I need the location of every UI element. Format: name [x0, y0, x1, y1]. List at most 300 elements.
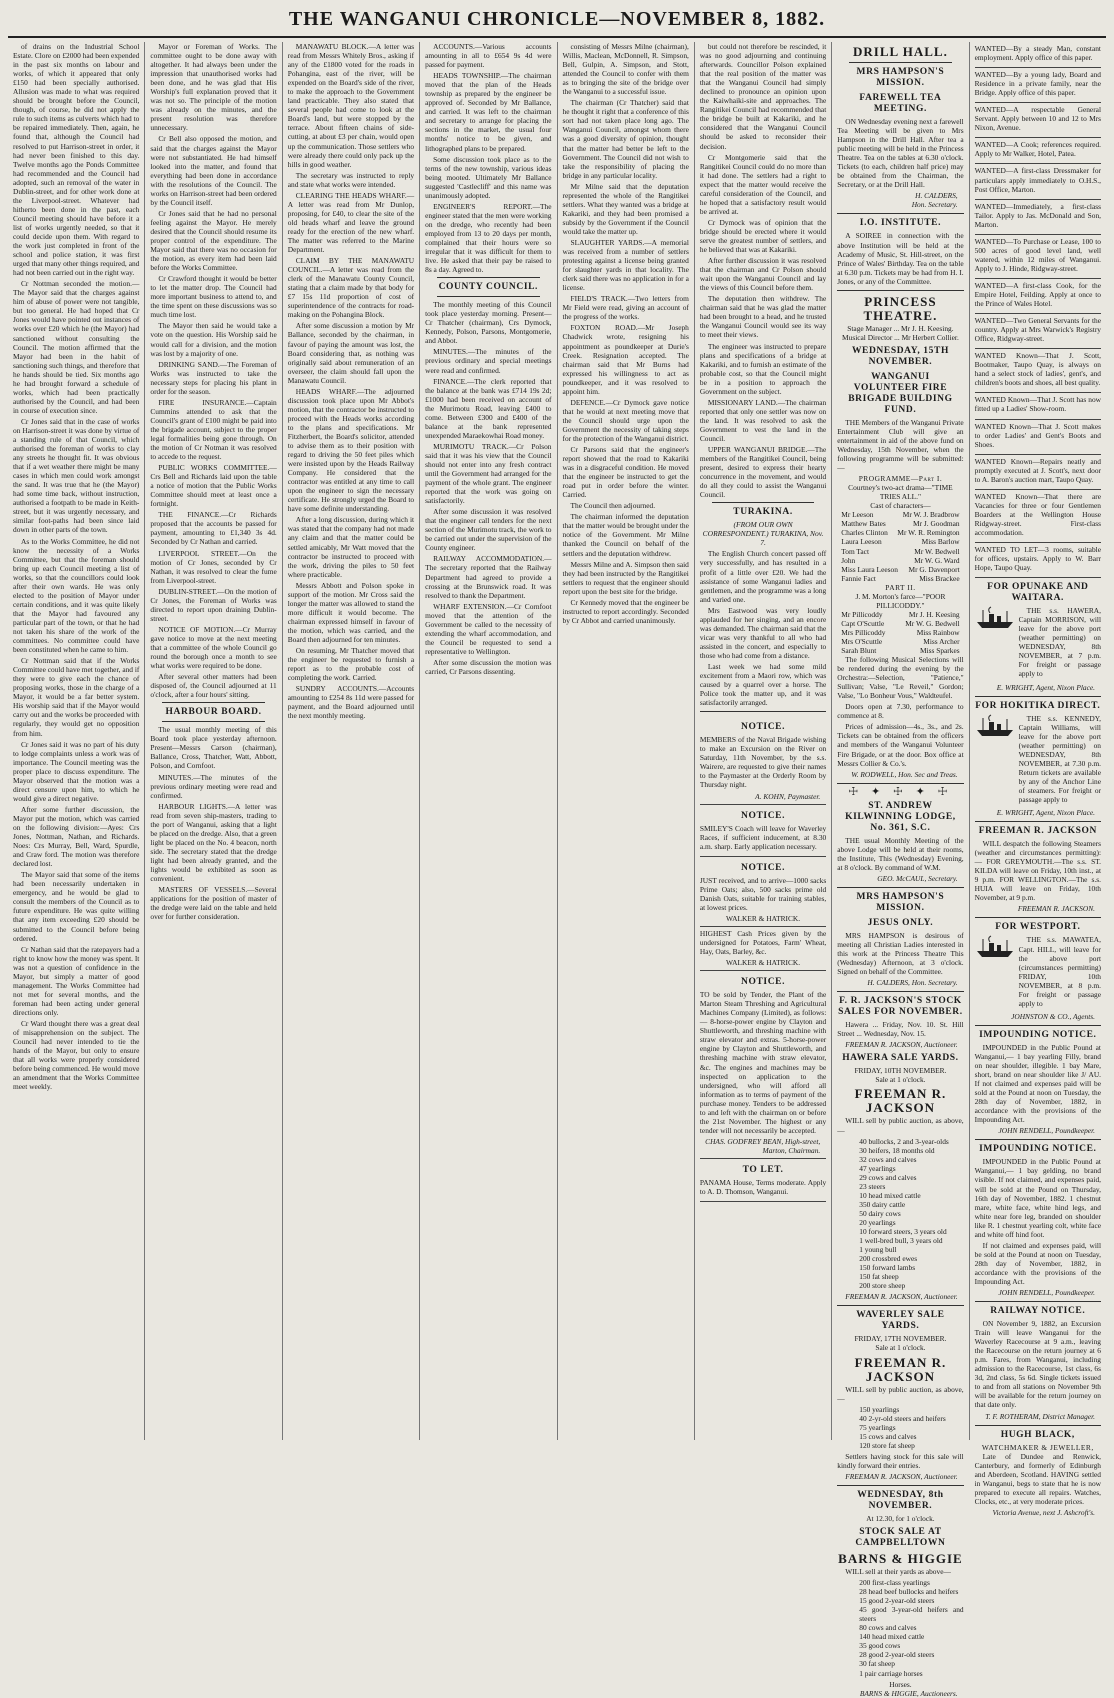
ad-heading-lodge: ST. ANDREW KILWINNING LODGE, No. 361, S.C. [845, 800, 956, 833]
stock-item: 50 dairy cows [859, 1208, 901, 1218]
divider [975, 917, 1101, 918]
character-name: John [841, 555, 856, 565]
shipping-ad [975, 606, 1101, 680]
stock-item: 140 head mixed cattle [859, 1632, 925, 1642]
stock-item: 23 steers [859, 1181, 886, 1191]
article-paragraph: Cr Crawford thought it would be better to let the matter drop. The Council had more important business to attend to, and the time spent on these discussions was so much time lost. [150, 274, 277, 320]
stock-item: 75 yearlings [859, 1422, 896, 1432]
ad-body: IMPOUNDED in the Public Pound at Wanganui,— 1 bay gelding, no brand visible. If not claimed, and expenses paid, will be sold at the Pound on Thursday, 16th day of November, 1882. 1 chestnut mare, white face, white hind legs, and white near fore leg, branded on shoulder like R. 1 chestnut yearling colt, white face and white off hind foot. [974, 1157, 1101, 1239]
character-name: Tom Tact [841, 546, 870, 556]
stock-item: 35 good cows [859, 1641, 901, 1651]
auctioneer-name: FREEMAN R. JACKSON [854, 1086, 947, 1116]
notice-signature: WALKER & HATRICK. [726, 913, 801, 923]
stock-item: 1 well-bred bull, 3 years old [859, 1236, 943, 1246]
classified-ad [975, 455, 1101, 490]
classified-ad [975, 279, 1101, 314]
article-paragraph: The chairman (Cr Thatcher) said that he thought it right that a conference of this sort had not taken place long ago. The Wanganui Council, amongst whom there was a good diversity of opinion, thought that the matter had better be left to the Government. The Council did not wish to take the responsibility of placing the bridge in any particular locality. [562, 98, 689, 180]
performer-name: Miss Sparkes [920, 646, 960, 656]
ad-body: THE s.s. HAWERA, Captain MORRISON, will leave for the above port (weather permitting) on WEDNESDAY, 8th NOVEMBER, at 7 p.m. For freight or passage apply to [1018, 606, 1101, 679]
divider [162, 721, 264, 722]
cast-row [841, 646, 959, 655]
notice-body: HIGHEST Cash Prices given by the undersigned for Potatoes, Farm' Wheat, Hay, Oats, Barley, &c. [699, 928, 827, 957]
ad-body: WILL sell at their yards as above— [845, 1567, 951, 1577]
ad-body: WANTED—By a steady Man, constant employment. Apply office of this paper. [974, 44, 1101, 63]
classified-ad [975, 235, 1101, 279]
classified-ad [975, 103, 1101, 138]
ad-body: WILL sell by public auction, as above,— [837, 1116, 964, 1135]
performer-name: Mr W. G. Ward [914, 555, 960, 565]
article-paragraph: THE FINANCE.—Cr Richards proposed that the accounts be passed for payment, amounting to £1,340 3s 4d. Seconded by Cr Nathan and carried. [150, 510, 277, 547]
article-paragraph: HEADS TOWNSHIP.—The chairman moved that the plan of the Heads township as prepared by the engineer be approved of. Seconded by Mr Ballance, and carried. It was left to the chairman and secretary to arrange for placing the sections in the market, the usual four months' notice to be given, and lithographed plans to be prepared. [425, 71, 552, 153]
stock-item: 20 yearlings [859, 1217, 896, 1227]
notice-body: PANAMA House, Terms moderate. Apply to A. D. Thomson, Wanganui. [699, 1177, 827, 1197]
stock-item: 29 cows and calves [859, 1172, 917, 1182]
ad-body: Horses. [889, 1679, 912, 1689]
notice-heading: TO LET. [742, 1164, 784, 1175]
ad-body: Late of Dundee and Renwick, Canterbury, and formerly of Edinburgh and Aberdeen, Scotland. HAVING settled in Wanganui, begs to state that he is now prepared to execute all repairs. Watches, Clocks, etc., at very moderate prices. [974, 1451, 1101, 1506]
article-paragraph: Cr Parsons said that the engineer's report showed that the road to Kakariki was in a disgraceful condition. He moved that the engineer be instructed to get the road put in order before the winter. Carried. [562, 445, 689, 500]
ad-body: WANTED—To Purchase or Lease, 100 to 500 acres of good level land, well watered, within 12 miles of Wanganui. Apply to J. Hinde, Ridgway-street. [974, 236, 1101, 273]
shipping-heading-jackson: FREEMAN R. JACKSON [978, 826, 1097, 837]
divider [700, 711, 826, 712]
auctioneer-name: FREEMAN R. JACKSON [854, 1354, 947, 1384]
cast-row [841, 547, 959, 556]
article-paragraph: CLEARING THE HEADS WHARF.—A letter was read from Mr Dunlop, proposing, for £40, to clear the site of the old heads wharf and leave the ground ready for the erection of the new wharf. The matter was referred to the Marine Department. [287, 190, 415, 255]
ad-body: ON Wednesday evening next a farewell Tea Meeting will be given to Mrs Hampson in the Drill Hall. After tea a public meeting will be held in the Princess Theatre. Tea on the tables at 6.30 o'clock. Tickets (to each, children half price) may be obtained from the Chairman, the Secretary, or at the Drill Hall. [837, 117, 964, 190]
columns [8, 42, 1106, 1698]
article-paragraph: After a long discussion, during which it was stated that the company had not made any claim and that the matter could be settled amicably, Mr Watt moved that the contractor be instructed to proceed with the work, driving the piles to 50 feet where practicable. [287, 515, 415, 579]
article-paragraph: The deputation then withdrew. The chairman said that he was glad the matter had been brought to a head, and he trusted the Wanganui Council would see its way to meet their views. [699, 294, 827, 340]
notice-heading-railway: RAILWAY NOTICE. [990, 1306, 1086, 1317]
article-paragraph: of drains on the Industrial School Estate. Clore on £2000 had been expended in the past six months on labour and works, of which it appeared that only £150 had been specially authorised. Allusion was made to what was required should be brought before the Council, though, of course, he did not apply the rule to such items as culverts which had to be repaired immediately. Then, again, he found that, although the Council had resolved to put Harrison-street in order, it had never been finished to this day. Twelve months ago the Ponds Committee had recommended and the Council had adopted, such an removal of the water in Dublin-street, and for other work done at the Liverpool-street. Whatever had hitherto been done in the past, each Council meeting should have before it a list of works urgently needed, so that it could decide upon them. With regard to the work just completed in front of the school and police station, it was first urged that many other things required, and had not been carried out in the right way. [13, 42, 140, 278]
ad-signature: FREEMAN R. JACKSON, Auctioneer. [845, 1292, 958, 1302]
section-heading-county-council: COUNTY COUNCIL. [438, 282, 539, 293]
masonic-emblem-icon: ☩ ✦ ☩ ✦ ☩ [848, 785, 953, 798]
article-paragraph: After some discussion a motion by Mr Ballance, seconded by the chairman, in favour of paying the amount was lost, the Board considering that, as nothing was originally said about remuneration of an overseer, the claim should fall upon the Manawatu Council. [287, 321, 415, 385]
notice-to-let [700, 1159, 826, 1202]
ad-body: WANTED—A first-class Dressmaker for particulars apply immediately to O.H.S., Post Office, Marton. [974, 166, 1101, 194]
divider [837, 1305, 963, 1306]
stock-item: 30 fat sheep [859, 1659, 895, 1669]
classified-ad [975, 68, 1101, 103]
article-paragraph: MANAWATU BLOCK.—A letter was read from Messrs Whitely Bros., asking if any of the £1800 voted for the roads in Pohangina, east of the river, will be expended on the Board's side of the river, to make the approach to the Government land practicable. They also stated that several people had come to look at the Board's land, but were stopped by the terrace. About fifteen chains of side-cutting, at about £3 per chain, would open up the communication. Those settlers who were already there could only pack up the hills in good weather. [287, 42, 415, 169]
notice-tender [700, 971, 826, 1159]
character-name: Mr Leeson [841, 510, 874, 520]
article-paragraph: The Mayor said that some of the items had been necessarily undertaken in emergency, and he would be glad to consult the members of the Council as to future expenditure. He was quite willing that any item exceeding £20 should be submitted to the Council before being ordered. [13, 870, 140, 943]
column-4 [420, 42, 557, 1440]
stock-item: 1 young bull [859, 1245, 897, 1255]
ad-body: Doors open at 7.30, performance to commence at 8. [837, 702, 964, 721]
divider [975, 821, 1101, 822]
ad-subheading: MRS HAMPSON'S MISSION. [856, 67, 945, 88]
ad-body: Settlers having stock for this sale will kindly forward their entries. [837, 1451, 964, 1470]
classified-ad [975, 349, 1101, 393]
ad-subheading: FAREWELL TEA MEETING. [859, 93, 942, 114]
ad-body: WANTED—A Cook; references required. Apply to Mr Walker, Hotel, Patea. [974, 140, 1101, 159]
notice-signature: CHAS. GODFREY BEAN, High-street, Marton, Chairman. [705, 1136, 821, 1155]
column-5 [558, 42, 695, 1440]
ad-heading-drill-hall: DRILL HALL. [853, 44, 948, 59]
article-paragraph: RAILWAY ACCOMMODATION.—The secretary reported that the Railway Department had agreed to provide a crossing at the Brunswick road. It was resolved to thank the Department. [425, 554, 552, 600]
ad-body: WANTED Known—That J. Scott makes to order Ladies' and Gent's Boots and Shoes. [974, 421, 1101, 449]
article-paragraph: Cr Ward thought there was a great deal of misapprehension on the subject. The Council had never intended to tie the hands of the Mayor, but only to ensure that all works were properly considered before being commenced. He would move an amendment that the Works Committee meet weekly. [13, 1018, 140, 1092]
ad-subheading: WANGANUI VOLUNTEER FIRE BRIGADE BUILDING FUND. [848, 371, 953, 415]
ad-body: Prices of admission—4s., 3s., and 2s. Tickets can be obtained from the officers and members of the Wanganui Volunteer Fire Brigade, or at the door. Box office at Messrs Collier & Co.'s. [837, 722, 964, 768]
ad-heading-princess-theatre: PRINCESS THEATRE. [863, 293, 938, 323]
article-paragraph: Cr Dymock was of opinion that the bridge should be erected where it would serve the greatest number of settlers, and he believed that was at Kakariki. [699, 217, 827, 255]
programme-heading: PROGRAMME—Part I. [858, 474, 943, 484]
classified-ad [975, 543, 1101, 578]
stock-item: 45 good 3-year-old heifers and steers [859, 1605, 964, 1624]
stock-item: 40 2-yr-old steers and heifers [859, 1413, 946, 1423]
column-7 [832, 42, 969, 1698]
play-title: J. M. Morton's farce—"POOR PILLICODDY." [855, 591, 946, 610]
stock-item: 350 dairy cattle [859, 1199, 906, 1209]
divider [975, 1025, 1101, 1026]
article-paragraph: Cr Nottman said that if the Works Committee could have met together, and if they were to give each the chance of proposing works, those in the charge of a Mayor, it would be a far better system. His worship said that if the Mayor would carry out and the works be proceeded with regularly, they would get no opposition from him. [13, 656, 140, 738]
cast-row [841, 565, 959, 574]
article-paragraph: MINUTES.—The minutes of the previous ordinary meeting were read and confirmed. [150, 772, 277, 800]
correspondent-line: (FROM OUR OWN CORRESPONDENT.) TURAKINA, Nov. 7. [702, 520, 824, 548]
ad-body: MRS HAMPSON is desirous of meeting all Christian Ladies interested in this work at the Princess Theatre This (Wednesday) Afternoon, at 3 o'clock. Signed on behalf of the Committee. [837, 930, 964, 977]
ad-signature: BARNS & HIGGIE, Auctioneers. [859, 1688, 958, 1698]
article-paragraph: WHARF EXTENSION.—Cr Cornfoot moved that the attention of the Government be called to the necessity of extending the wharf accommodation, and the Council be requested to send a representative to Wellington. [425, 601, 552, 656]
article-paragraph: PUBLIC WORKS COMMITTEE.—Crs Bell and Richards laid upon the table a notice of motion that the Public Works Committee should meet at least once a fortnight. [150, 463, 277, 509]
cast-row [841, 528, 959, 537]
stock-item: 30 heifers, 18 months old [859, 1145, 935, 1155]
article-paragraph: Cr Nottman seconded the motion.—The Mayor said that the charges against him of abuse of power were not tangible, but too general. He had hoped that Cr Jones would have pointed out instances of works over £20 which he (the Mayor) had sanctioned without consulting the Council. The motion affirmed that the Mayor had been in the habit of sanctioning such things, and therefore that he hands should be tied. Six months ago he had brought forward a schedule of works, which had been practically authorised by the Council, and had been in course of execution since. [13, 279, 140, 415]
performer-name: Mr W. R. Remington [897, 528, 960, 538]
notice-signature: A. KOHN, Paymaster. [755, 791, 821, 801]
article-paragraph: The monthly meeting of this Council took place yesterday morning. Present—Cr Thatcher (chairman), Crs Dymock, Kennedy, Polson, Parsons, Montgomerie, and Abbot. [425, 300, 552, 346]
character-name: Sarah Blunt [841, 646, 877, 656]
ad-body: WANTED TO LET—3 rooms, suitable for offices, upstairs. Apply to W. Barr Hope, Taupo Quay. [974, 545, 1101, 573]
cast-list [837, 610, 963, 655]
stock-item: 80 cows and calves [859, 1623, 917, 1633]
section-heading-turakina: TURAKINA. [733, 507, 793, 518]
cast-row [841, 510, 959, 519]
ad-body: IMPOUNDED in the Public Pound at Wanganui,— 1 bay yearling Filly, brand on near shoulder, illegible. 1 bay Mare, short, brand on near shoulder like J/ AU. If not claimed and expenses paid will be sold at the Pound at noon on Tuesday, the 28th day of November, 1882, in accordance with the provisions of the Impounding Act. [974, 1042, 1101, 1125]
ad-subheading: JESUS ONLY. [867, 917, 934, 928]
ad-signature: FREEMAN R. JACKSON, Auctioneer. [845, 1471, 958, 1481]
classified-ad [975, 393, 1101, 419]
article-paragraph: After some further discussion, the Mayor put the motion, which was carried on the following division:—Ayes: Crs Jones, Nottman, Nathan, and Richards. Noes: Crs Murray, Bell, Ward, Spurdle, and Craw ford. The motion was therefore declared lost. [13, 804, 140, 869]
performer-name: Mr J. H. Keesing [908, 609, 960, 619]
ad-body: WANTED—Immediately, a first-class Tailor. Apply to Jas. McDonald and Son, Marton. [974, 201, 1101, 229]
divider [712, 502, 814, 503]
article-paragraph: DEFENCE.—Cr Dymock gave notice that he would at next meeting move that the Council should urge upon the Government the necessity of taking steps for the protection of the Wanganui district. [562, 397, 689, 443]
stock-item: 47 yearlings [859, 1163, 896, 1173]
article-paragraph: MASTERS OF VESSELS.—Several applications for the position of master of the dredge were laid on the table and held over for further consideration. [150, 885, 277, 922]
ad-time: Sale at 1 o'clock. [875, 1075, 926, 1085]
article-paragraph: Mr Milne said that the deputation represented the whole of the Rangitikei settlers. What they wanted was a bridge at Kakariki, and they had been promised a subsidy by the Government if the Council would take the matter up. [562, 181, 689, 236]
ad-signature: JOHNSTON & CO., Agents. [1011, 1011, 1095, 1021]
ad-signature: GEO. McCAUL, Secretary. [877, 873, 958, 883]
stock-item: 150 fat sheep [859, 1272, 899, 1282]
ad-body: WANTED—Two General Servants for the country. Apply at Mrs Warwick's Registry Office, Ridgway-street. [974, 316, 1101, 344]
stock-item: 1 pair carriage horses [859, 1668, 923, 1678]
ad-signature: H. CALDERS, [915, 191, 958, 201]
ad-body: A SOIREE in connection with the above Institution will be held at the Academy of Music, St. Hill-street, on the Prince of Wales' Birthday. Tea on the table at 6.30 p.m. Tickets may be had from H. I. Jones, or any of the Committee. [837, 231, 964, 286]
shipping-ad [975, 714, 1101, 806]
column-3 [283, 42, 420, 1440]
cast-heading: Cast of characters— [870, 501, 931, 511]
article-paragraph: After further discussion it was resolved that the chairman and Cr Polson should wait upon the Wanganui Council and lay the views of this Council before them. [699, 256, 827, 293]
divider [975, 1301, 1101, 1302]
ad-time: Sale at 1 o'clock. [875, 1343, 926, 1353]
classified-ad [975, 314, 1101, 349]
article-paragraph: Mrs Eastwood was very loudly applauded for her singing, and an encore was demanded. The chairman said that the vicar was very thankful to all who had assisted in the concert, and especially to those who had come from a distance. [699, 605, 827, 660]
ad-body: WANTED Known—That J. Scott has now fitted up a Ladies' Show-room. [974, 395, 1101, 414]
stock-item: 150 yearlings [859, 1404, 900, 1414]
article-paragraph: NOTICE OF MOTION.—Cr Murray gave notice to move at the next meeting that a committee of the whole Council go round the borough once a month to see what works were required to be done. [150, 624, 277, 671]
performer-name: Miss Archer [923, 636, 960, 646]
ad-signature: W. RODWELL, Hon. Sec and Treas. [851, 769, 958, 779]
stock-item: 200 store sheep [859, 1281, 906, 1291]
stock-list [859, 1405, 963, 1450]
article-paragraph: On resuming, Mr Thatcher moved that the engineer be requested to furnish a report as to the probable cost of completing the work. Carried. [287, 646, 415, 683]
section-heading-harbour-board: HARBOUR BOARD. [165, 707, 262, 718]
article-paragraph: Mayor or Foreman of Works. The committee ought to be done away with altogether. It had always been under the impression that unauthorised works had been done, and he was glad that His Worship's full explanation proved that it was not so. The principle of the motion was already on the minutes, and the present resolution was therefore unnecessary. [150, 42, 277, 133]
article-paragraph: The secretary was instructed to reply and state what works were intended. [287, 170, 415, 189]
steamship-icon [975, 606, 1015, 630]
character-name: Matthew Bates [841, 519, 886, 529]
ad-body: WANTED—A first-class Cook, for the Empire Hotel, Feilding. Apply at once to the Prince of Wales Hotel. [974, 280, 1101, 309]
article-paragraph: consisting of Messrs Milne (chairman), Willis, Maclean, McDonnell, R. Simpson, Bell, Gulpin, A. Simpson, and Stott, attended the Council to confer with them as to bringing the site of the bridge over the Wanganui to a successful issue. [562, 42, 689, 97]
ad-body: THE Members of the Wanganui Private Entertainment Club will give an entertainment in aid of the above fund on Wednesday, 15th November, when the following programme will be submitted:— [837, 417, 964, 473]
stock-item: 10 forward steers, 3 years old [859, 1227, 947, 1237]
play-title: Courtney's two-act drama—"TIME TRIES ALL." [848, 483, 953, 502]
article-paragraph: HARBOUR LIGHTS.—A letter was read from seven ship-masters, trading to the port of Wanganui, asking that a light be placed on the dredge. Also, that a green light be placed on the No. 4 beacon, north side. The secretary stated that the dredge light had been already granted, and the lights would be exhibited as soon as convenient. [150, 801, 277, 884]
article-paragraph: but could not therefore be rescinded, it was no good adjourning and continuing afterwards. Councillor Polson explained that the real position of the matter was that the Wanganui Council had simply declined to pronounce an opinion upon the Kaiwhaiki-site and approaches. The Rangitikei Council had recommended that the bridge be built at Kakariki, and he considered that the Wanganui Council should be asked to reconsider their decision. [699, 42, 827, 151]
character-name: Mrs O'Scuttle [841, 636, 883, 646]
ad-signature: E. WRIGHT, Agent, Nixon Place. [996, 808, 1095, 818]
character-name: Laura Leeson [841, 537, 882, 547]
notice-oats [700, 857, 826, 927]
divider [975, 696, 1101, 697]
article-paragraph: Cr Jones said it was no part of his duty to lodge complaints unless a work was of importance. The Council meeting was the proper place to discuss expenditure. The Mayor observed that the motion was a direct censure upon him, to which he would give a direct negative. [13, 739, 140, 803]
article-paragraph: After several other matters had been disposed of, the Council adjourned at 11 o'clock, after a four hours' sitting. [150, 672, 277, 700]
article-paragraph: As to the Works Committee, he did not know the necessity of a Works Committee, but that the foreman should bring up each Council meeting a list of works, so that the councillors could look after their own wards. He was only elected to the position of Mayor under certain conditions, and it was quite likely that the Mayor had favoured any particular part of the town, or that he had not taken his share of the work of the committees. No committee could have been constituted when he came to him. [13, 536, 140, 655]
ad-body: WANTED Known—Repairs neatly and promptly executed at J. Scott's, next door to A. Baron's auction mart, Taupo Quay. [974, 456, 1101, 484]
shipping-heading-hokitika: FOR HOKITIKA DIRECT. [975, 700, 1101, 711]
article-paragraph: FINANCE.—The clerk reported that the balance at the bank was £714 19s 2d; £1000 had been received on account of the Murimotu Road, leaving £400 to come. Between £300 and £400 of the balance at the bank represented unexpended Maraekowhai Road money. [425, 376, 552, 440]
article-paragraph: DRINKING SAND.—The Foreman of Works was instructed to take the necessary steps for placing his plant in order for the season. [150, 359, 277, 396]
article-paragraph: The engineer was instructed to prepare plans and specifications of a bridge at Kakariki, and to furnish an estimate of the probable cost, so that the Council might be in a position to approach the Government on the subject. [699, 341, 827, 396]
classified-ad [975, 42, 1101, 68]
notice-heading: NOTICE. [741, 862, 786, 873]
notice-coach [700, 805, 826, 857]
article-paragraph: Cr Nathan said that the ratepayers had a right to know how the money was spent. It was not a question of confidence in the Mayor, but simply a matter of good management. The Works Committee had not met for several months, and the foreman had been acting under general directions only. [13, 944, 140, 1017]
divider [837, 783, 963, 784]
ad-time: At 12.30, for 1 o'clock. [866, 1513, 935, 1523]
masthead-title: THE WANGANUI CHRONICLE—NOVEMBER 8, 1882. [288, 8, 826, 30]
stock-item: 32 cows and calves [859, 1154, 917, 1164]
stock-item: 40 bullocks, 2 and 3-year-olds [859, 1136, 949, 1146]
article-paragraph: Last week we had some mild excitement from a Maori row, which was caused by a quarrel over a horse. The Police took the matter up, and it was satisfactorily arranged. [699, 662, 827, 708]
ad-signature: JOHN RENDELL, Poundkeeper. [998, 1288, 1095, 1298]
ad-body: Hawera ... Friday, Nov. 10. St. Hill Street ... Wednesday, Nov. 15. [837, 1020, 964, 1039]
ad-body: THE s.s. KENNEDY, Captain Williams, will leave for the above port (weather permitting) on WEDNESDAY, 8th NOVEMBER, at 7.30 p.m. Return tickets are available by any of the Anchor Line of steamers. For freight or passage apply to [1018, 713, 1101, 804]
divider [437, 277, 539, 278]
performer-name: Mr W. G. Bedwell [905, 618, 960, 628]
ad-signature: FREEMAN R. JACKSON, Auctioneer. [845, 1040, 958, 1050]
ad-body: The following Musical Selections will be rendered during the evening by the Orchestra:—Selection, "Patience," Sullivan; Valse, "Le Reveil," Gordon; Valse, "Lo Bonheur Vous," Waldteufel. [837, 655, 964, 701]
ad-date: WEDNESDAY, 15TH NOVEMBER. [851, 345, 949, 367]
ad-subheading: WATCHMAKER & JEWELLER, [981, 1442, 1094, 1452]
character-name: Mrs Pillicoddy [841, 627, 886, 637]
ad-signature: T. F. ROTHERAM, District Manager. [985, 1411, 1095, 1421]
ad-signature: Victoria Avenue, next J. Ashcroft's. [992, 1507, 1095, 1517]
performer-name: Miss Barlow [921, 537, 960, 547]
stock-item: 15 cows and calves [859, 1431, 917, 1441]
notice-heading: NOTICE. [741, 722, 786, 733]
divider [837, 290, 963, 291]
article-paragraph: Messrs Milne and A. Simpson then said they had been instructed by the Rangitikei settlers to request that the engineer should report upon the best site for the bridge. [562, 559, 689, 596]
article-paragraph: DUBLIN-STREET.—On the motion of Cr Jones, the Foreman of Works was directed to report upon draining Dublin-street. [150, 586, 277, 623]
article-paragraph: MURIMOTU TRACK.—Cr Polson said that it was his view that the Council should not enter into any fresh contract until the Government had arranged for the payment of the whole grant. The engineer reported that the work was going on satisfactorily. [425, 441, 552, 506]
ad-subheading: WAVERLEY SALE YARDS. [856, 1310, 945, 1332]
article-paragraph: UPPER WANGANUI BRIDGE.—The members of the Rangitikei Council, being present, desired to express their hearty concurrence in the movement, and would do all they could to assist the Wanganui Council. [699, 445, 827, 500]
stock-list [859, 1137, 963, 1291]
divider [975, 1425, 1101, 1426]
cast-row [841, 519, 959, 528]
ad-body: WANTED—A respectable General Servant. Apply between 10 and 12 to Mrs Nixon, Avenue. [974, 105, 1101, 133]
ad-subheading: STOCK SALE AT CAMPBELLTOWN [855, 1527, 946, 1549]
article-paragraph: LIVERPOOL STREET.—On the motion of Cr Jones, seconded by Cr Nathan, it was resolved to clear the fume from Liverpool-street. [150, 548, 277, 585]
ad-body: Stage Manager ... Mr J. H. Keesing. Musical Director ... Mr Herbert Collier. [842, 323, 959, 342]
classified-ad [975, 490, 1101, 543]
ad-signature: E. WRIGHT, Agent, Nixon Place. [996, 682, 1095, 692]
article-paragraph: Cr Jones said that he had no personal feeling against the Mayor. He merely desired that the Council should resume its proper control of the expenditure. The Mayor said that there was no occasion for the motion, as every item had been laid before the Works Committee. [150, 208, 277, 273]
divider [837, 991, 963, 992]
stock-item: 15 good 2-year-old steers [859, 1596, 935, 1606]
divider [162, 702, 264, 703]
article-paragraph: Cr Montgomerie said that the Rangitikei Council could do no more than it had done. The settlers had a right to expect that the matter would receive the careful consideration of the Council, and he hoped that a satisfactory result would be arrived at. [699, 152, 827, 216]
character-name: Charles Clinton [841, 528, 888, 538]
article-paragraph: After some discussion it was resolved that the engineer call tenders for the next section of the Murimotu track, the work to be carried out under the supervision of the County engineer. [425, 507, 552, 553]
article-paragraph: The usual monthly meeting of this Board took place yesterday afternoon. Present—Messrs Carson (chairman), Ballance, Cross, Thatcher, Watt, Abbott, Polson, and Cornfoot. [150, 725, 277, 771]
notice-body: SMILEY'S Coach will leave for Waverley Races, if sufficient inducement, at 8.30 a.m. sharp. Early application necessary. [699, 823, 827, 851]
article-paragraph: ACCOUNTS.—Various accounts amounting in all to £654 9s 4d were passed for payment. [425, 42, 552, 70]
cast-row [841, 610, 959, 619]
article-paragraph: FIELD'S TRACK.—Two letters from Mr Field were read, giving an account of the progress of the works. [562, 294, 689, 322]
auctioneer-name: BARNS & HIGGIE [838, 1551, 963, 1567]
article-paragraph: SUNDRY ACCOUNTS.—Accounts amounting to £254 8s 11d were passed for payment, and the Board adjourned until the next monthly meeting. [287, 684, 415, 721]
steamship-icon [975, 935, 1015, 959]
character-name: Miss Laura Leeson [841, 564, 898, 574]
stock-item: 200 first-class yearlings [859, 1578, 930, 1588]
divider [837, 213, 963, 214]
character-name: Mr Pillicoddy [841, 609, 883, 619]
classified-ad [975, 420, 1101, 455]
article-paragraph: The Mayor then said he would take a vote on the question. His Worship said he would call for a division, and the motion was lost by a majority of one. [150, 321, 277, 358]
ad-heading-stock-sales: F. R. JACKSON'S STOCK SALES FOR NOVEMBER. [838, 996, 963, 1018]
ad-body: WILL despatch the following Steamers (weather and circumstances permitting):— FOR GREYMOUTH.—The s.s. ST. KILDA will leave on Friday, 10th inst., at 9 p.m. FOR WELLINGTON.—The s.s. HUIA will leave on Friday, 10th November, at 9 p.m. [974, 839, 1101, 903]
article-paragraph: FIRE INSURANCE.—Captain Cummins attended to ask that the Council's grant of £100 might be paid into the brigade account, subject to the proper legal formalities being gone through. On the motion of Cr Notman it was resolved to accede to the request. [150, 397, 277, 462]
ad-body: WANTED Known—That there are Vacancies for three or four Gentlemen Boarders at the Wellington House Ridgway-street. First-class accommodation. [974, 491, 1101, 537]
shipping-ad [975, 935, 1101, 1009]
notice-body: MEMBERS of the Naval Brigade wishing to make an Excursion on the River on Saturday, 11th November, by the s.s. Wairere, are requested to give their names to the Paymaster at the Orderly Room by Thursday night. [699, 735, 827, 790]
ad-signature: H. CALDERS, Hon. Secretary. [867, 978, 958, 988]
classified-ad [975, 200, 1101, 235]
article-paragraph: MISSIONARY LAND.—The chairman reported that only one settler was now on the land. It was resolved to ask the Government to vest the land in the Council. [699, 397, 827, 443]
article-paragraph: Messrs Abbott and Polson spoke in support of the motion. Mr Cross said the longer the matter was allowed to stand the more difficult it would become. The chairman expressed himself in favour of the motion, which was carried, and the Board then adjourned for ten minutes. [287, 580, 415, 644]
masthead [8, 0, 1106, 38]
ad-body: WANTED—By a young lady, Board and Residence in a private family, near the Bridge. Apply office of this paper. [974, 70, 1101, 98]
article-paragraph: The Council then adjourned. [570, 501, 656, 511]
ad-heading-mission: MRS HAMPSON'S MISSION. [856, 891, 945, 913]
article-paragraph: ENGINEER'S REPORT.—The engineer stated that the men were working on the dredge, who recently had been employed from 13 to 20 days per month, complained that their hours were so irregular that it was difficult for them to live. He asked that their pay be raised to 8s a day. Agreed to. [425, 201, 552, 275]
cast-row [841, 637, 959, 646]
ad-body: WANTED Known—That J. Scott, Bootmaker, Taupo Quay, is always on hand a select stock of ladies', gent's, and children's boots and shoes, all best quality. [974, 351, 1101, 388]
divider [849, 62, 951, 63]
ad-body: WILL sell by public auction, as above,— [837, 1384, 964, 1403]
ad-signature: JOHN RENDELL, Poundkeeper. [998, 1126, 1095, 1136]
article-paragraph: Cr Bell also opposed the motion, and said that the charges against the Mayor were not substantiated. He had himself looked into the matter, and found that everything had been done in accordance with the resolutions of the Council. The works on Harrison-street had been ordered by the Council itself. [150, 134, 277, 207]
stock-item: 150 forward lambs [859, 1263, 916, 1273]
article-paragraph: Cr Kennedy moved that the engineer be instructed to report accordingly. Seconded by Cr Abbot and carried unanimously. [562, 597, 689, 625]
ad-date: FRIDAY, 17TH NOVEMBER. [854, 1334, 947, 1344]
article-paragraph: SLAUGHTER YARDS.—A memorial was received from a number of settlers protesting against a license being granted for slaughter yards in that locality. The clerk said there was no application in for a license. [562, 237, 689, 293]
notice-heading-impounding: IMPOUNDING NOTICE. [979, 1029, 1097, 1040]
cast-row [841, 628, 959, 637]
classified-ad [975, 164, 1101, 199]
divider [437, 296, 539, 297]
performer-name: Miss Brackee [919, 573, 960, 583]
ad-signature: Hon. Secretary. [911, 200, 958, 210]
article-paragraph: CLAIM BY THE MANAWATU COUNCIL.—A letter was read from the clerk of the Manawatu County Council, stating that a claim made by that body for £7 15s 11d proportion of cost of superintendence of the contracts for road-making on the Pohangina Block. [287, 256, 415, 320]
article-paragraph: Cr Jones said that in the case of works on Harrison-street it was done by virtue of a standing rule of that Council, which authorised the foreman of works to clay any streets he thought fit. It was obvious that if a wet weather there might be many cases in which men could work amongst the sand. It was true that he (the Mayor) had some time back, without instruction, authorised a footpath to be made in Keith-street, but it was urgently necessary, and similar foot-paths had been since laid down in other parts of the town. [13, 416, 140, 535]
divider [837, 887, 963, 888]
article-paragraph: Some discussion took place as to the terms of the new township, various ideas being mooted. Ultimately Mr Ballance suggested 'Castlecliff' and this name was unanimously adopted. [425, 154, 552, 200]
article-paragraph: MINUTES.—The minutes of the previous ordinary and special meetings were read and confirmed. [425, 347, 552, 375]
ad-body: THE usual Monthly Meeting of the above Lodge will be held at their rooms, the Institute, This (Wednesday) Evening, at 8 o'clock. By command of W.M. [837, 835, 964, 872]
ad-body: ON November 9, 1882, an Excursion Train will leave Wanganui for the Waverley Racecourse at 9 a.m., leaving the Racecourse on the return journey at 6 p.m. Fares, from Wanganui, including admission to the Racecourse, 1st class, 6s 3d, 2nd class, 5s 6d. Single tickets issued to and from all stations on November 9th will be available for the return journey on that date only. [974, 1319, 1101, 1410]
notice-naval-brigade [700, 716, 826, 804]
article-paragraph: FOXTON ROAD.—Mr Joseph Chadwick wrote, resigning his appointment as poundkeeper at Durie's Creek. Resignation accepted. The chairman said that Mr Burns had expressed his willingness to act as poundkeeper, and it was resolved to appoint him. [562, 323, 689, 396]
performer-name: Mr G. Davenport [908, 564, 960, 574]
stock-item: 200 crossbred ewes [859, 1254, 918, 1264]
stock-item: 28 good 2-year-old steers [859, 1650, 935, 1660]
column-2 [145, 42, 282, 1440]
article-paragraph: The chairman informed the deputation that the matter would be brought under the notice of the Government. Mr Milne thanked the Council on behalf of the settlers and the deputation withdrew. [562, 512, 689, 558]
ad-body: If not claimed and expenses paid, will be sold at the Pound at noon on Tuesday, 28th day of November, 1882, in accordance with the provisions of the Impounding Act. [974, 1240, 1101, 1286]
ad-signature: FREEMAN R. JACKSON. [1017, 904, 1095, 914]
steamship-icon [975, 714, 1015, 738]
performer-name: Mr W. J. Bradbrow [902, 510, 960, 520]
programme-heading: PART II. [885, 582, 916, 592]
cast-row [841, 556, 959, 565]
column-6 [695, 42, 832, 1440]
ad-body: THE s.s. MAWATEA, Capt. HILL, will leave for the above port (circumstances permitting) FRIDAY, 10th NOVEMBER, at 8 p.m. For freight or passage apply to [1018, 935, 1101, 1008]
column-8 [970, 42, 1106, 1517]
classified-ad [975, 138, 1101, 164]
shipping-heading-westport: FOR WESTPORT. [995, 922, 1081, 933]
stock-item: 28 head beef bullocks and heifers [859, 1587, 959, 1597]
ad-subheading: HAWERA SALE YARDS. [842, 1053, 959, 1064]
cast-list [837, 510, 963, 582]
article-paragraph: The English Church concert passed off very successfully, and has resulted in a profit of a little over £20. We had the assistance of some Wanganui ladies and gentlemen, and the programme was a long and varied one. [699, 549, 827, 604]
ad-heading-hugh-black: HUGH BLACK, [1000, 1429, 1075, 1440]
stock-item: 10 head mixed cattle [859, 1190, 921, 1200]
cast-row [841, 537, 959, 546]
article-paragraph: After some discussion the motion was carried, Cr Parsons dissenting. [425, 657, 552, 676]
stock-item: 120 store fat sheep [859, 1440, 915, 1450]
column-1 [8, 42, 145, 1440]
notice-heading-impounding: IMPOUNDING NOTICE. [979, 1144, 1097, 1155]
performer-name: Mr J. Goodman [913, 519, 960, 529]
